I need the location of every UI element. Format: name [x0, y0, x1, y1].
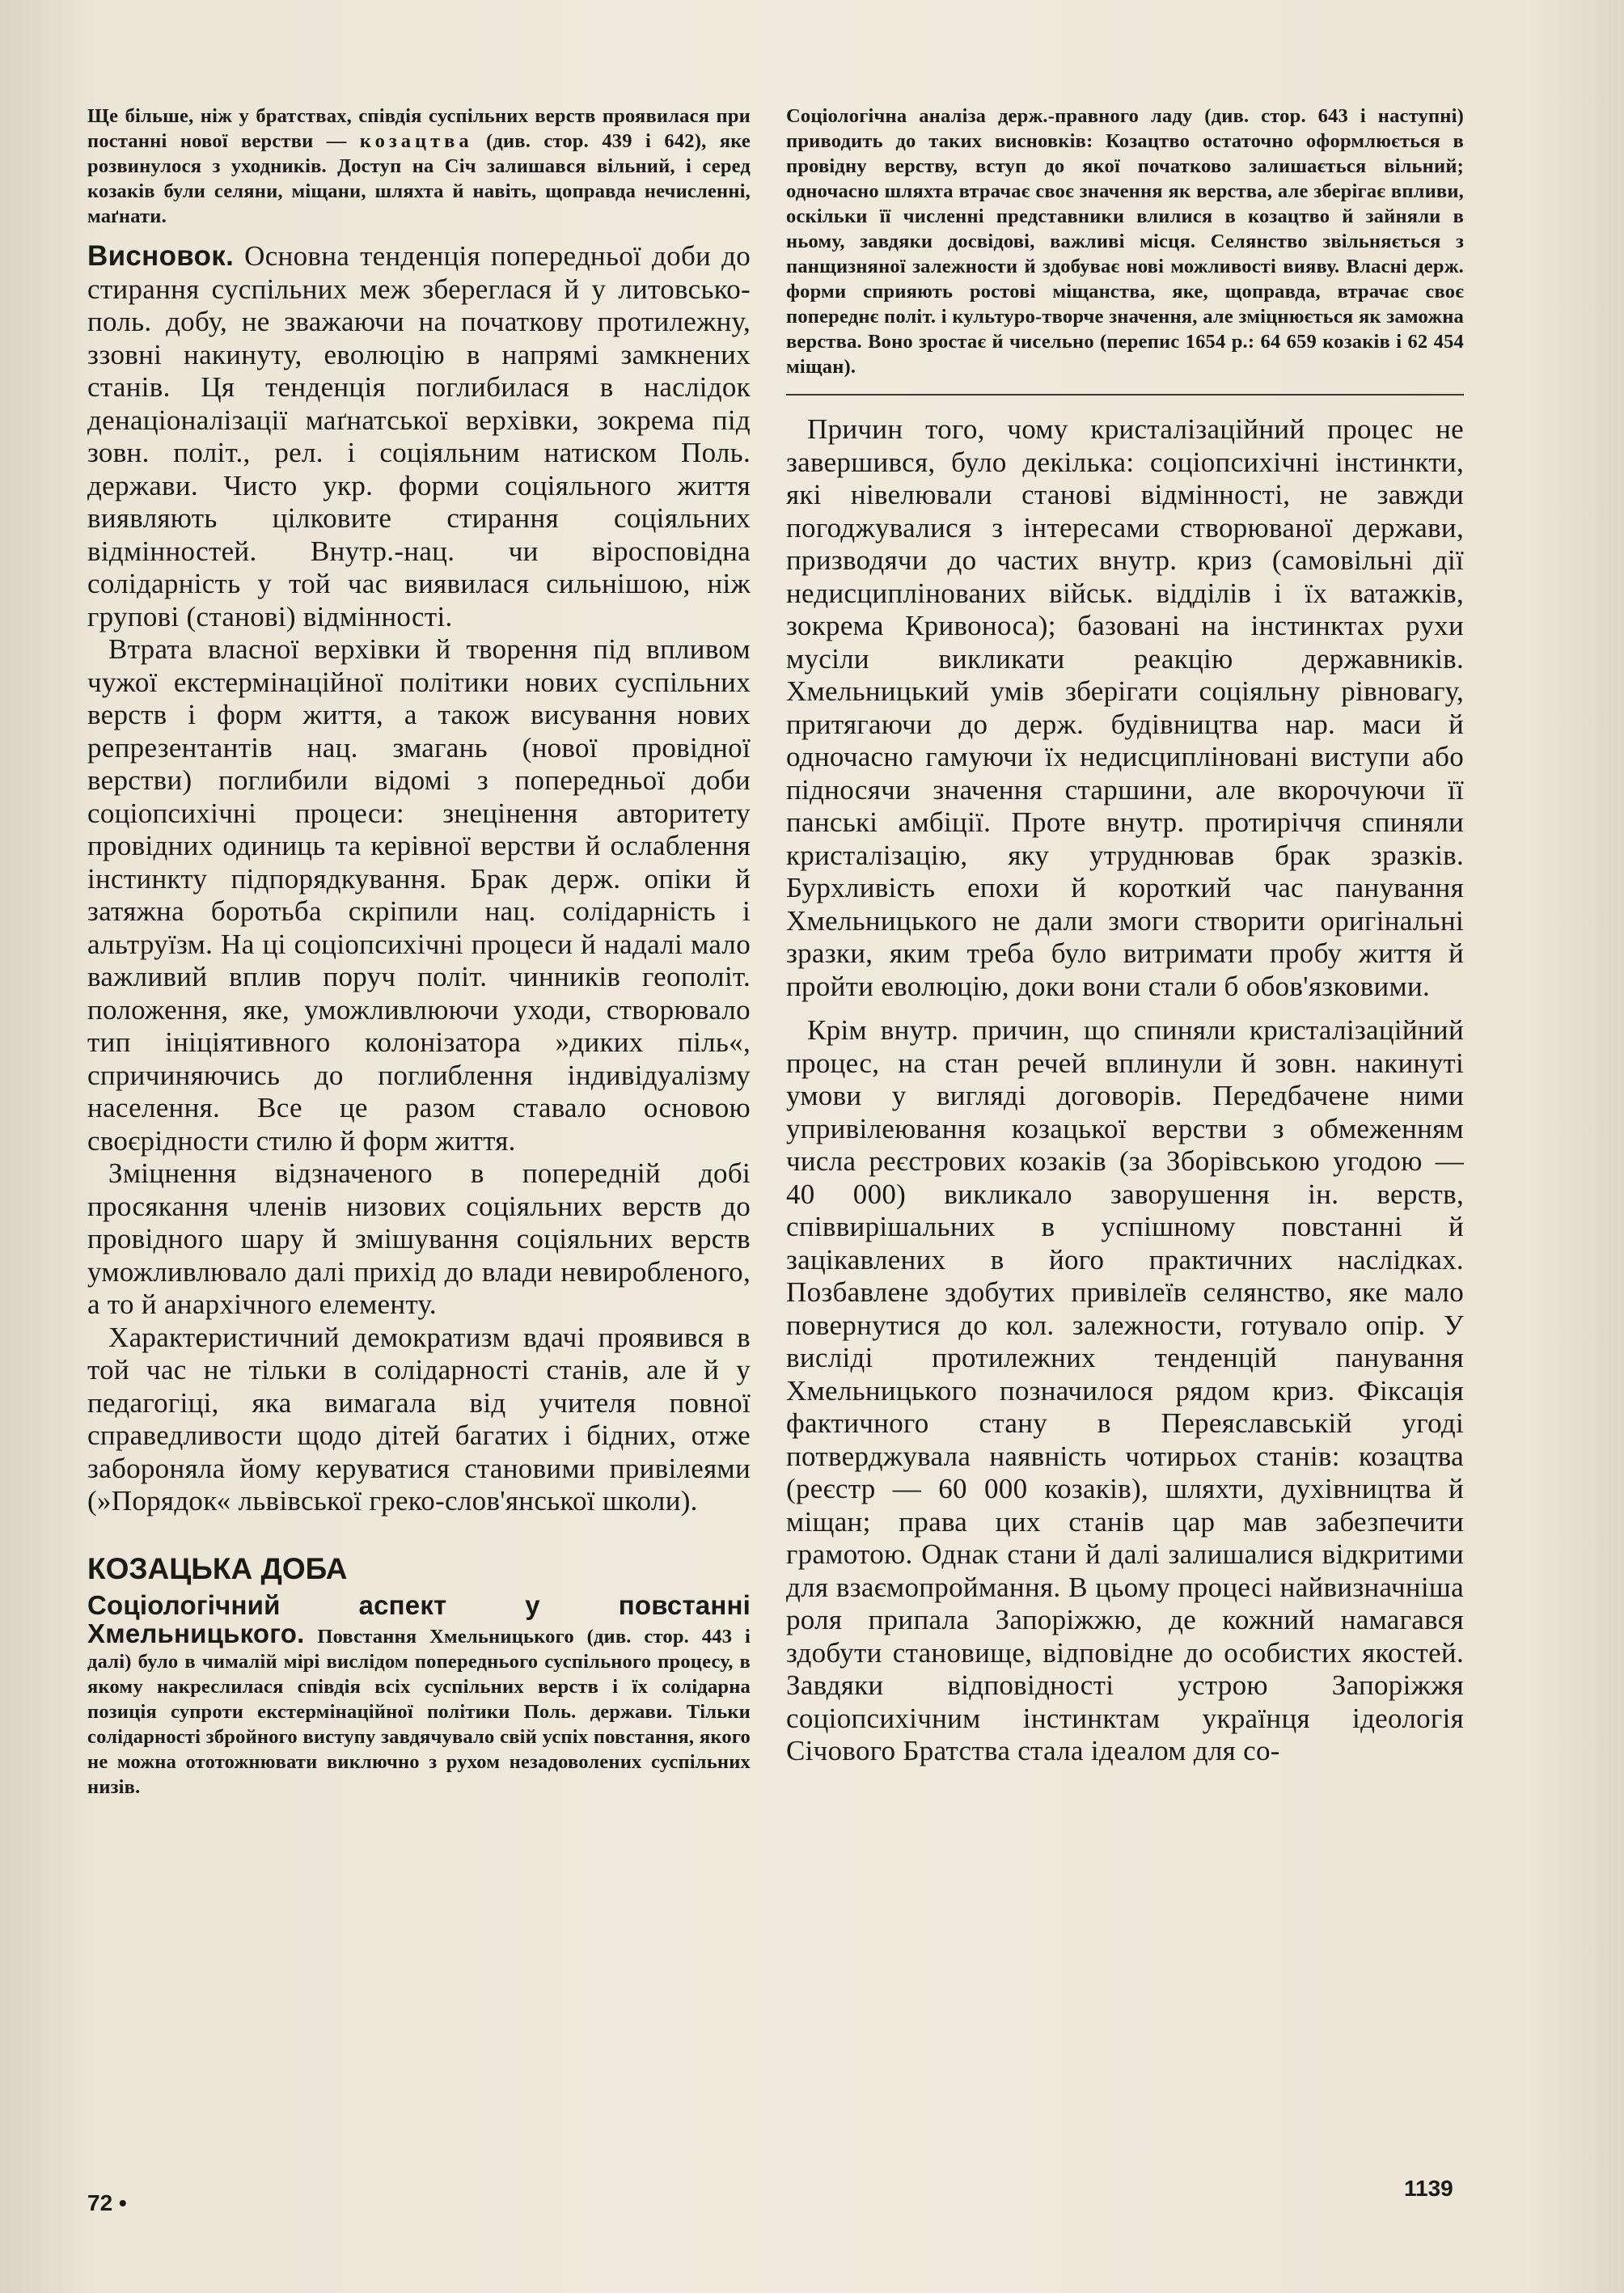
- right-column: [786, 104, 1464, 1768]
- divider-rule: [786, 394, 1464, 396]
- text-run: Основна тенденція попередньої доби до стирання суспільних меж збереглася й у литовсько-поль. добу, не зважаючи на початкову протилежну, ззовні накинуту, еволюцію в напрямі замкнених станів. Ця тенденція поглибилася в наслідок денаціоналізації маґнатської верхівки, зокрема під зовн. політ., рел. і соціяльним натиском Поль. держави. Чисто укр. форми соціяльного життя виявляють цілковите стирання соціяльних відмінностей. Внутр.-нац. чи віросповідна солідарність у той час виявилася сильнішою, ніж групові (станові) відмінності.: [87, 240, 751, 632]
- paragraph-loss-of-elite: Втрата власної верхівки й творення під впливом чужої екстермінаційної політики нових суспільних верств і форм життя, а також висування нових репрезентантів нац. змагань (нової провідної верстви) поглибили відомі з попередньої доби соціопсихічні процеси: знецінення авторитету провідних одиниць та керівної верстви й ослаблення інстинкту підпорядкування. Брак держ. опіки й затяжна боротьба скріпили нац. солідарність і альтруїзм. На ці соціопсихічні процеси й надалі мало важливий вплив поруч політ. чинників геополіт. положення, яке, уможливлюючи уходи, створювало тип ініціятивного колонізатора »диких піль«, спричиняючись до поглиблення індивідуалізму населення. Все це разом ставало основою своєрідности стилю й форм життя.: [87, 633, 751, 1157]
- text-run: Ще більше, ніж у братствах, співдія суспільних верств проявилася при постанні нової верстви —: [87, 105, 751, 152]
- paragraph-reasons: Причин того, чому кристалізаційний процес не завершився, було декілька: соціопсихічні інстинкти, які нівелювали станові відмінності, не завжди погоджувалися з інтересами створюваної держави, призводячи до частих внутр. криз (самовільні дії недисциплінованих військ. відділів і їх ватажків, зокрема Кривоноса); базовані на інстинктах рухи мусіли викликати реакцію державників. Хмельницький умів зберігати соціяльну рівновагу, притягаючи до держ. будівництва нар. маси й одночасно гамуючи їх недисципліновані виступи або підносячи значення старшини, але вкорочуючи її панські амбіції. Проте внутр. протиріччя спиняли кристалізацію, яку утруднював брак зразків. Бурхливість епохи й короткий час панування Хмельницького не дали змоги створити оригінальні зразки, яким треба було витримати пробу життя й пройти еволюцію, доки вони стали б обов'язковими.: [786, 413, 1464, 1002]
- paragraph-democratism: Характеристичний демократизм вдачі проявився в той час не тільки в солідарності станів, але й у педагогіці, яка вимагала від учителя повної справедливости щодо дітей багатих і бідних, отже забороняла йому керуватися становими привілеями (»Порядок« львівської греко-слов'янської школи).: [87, 1321, 751, 1517]
- subsection-heading: Соціологічний аспект у повстанні Хмельницького.: [87, 1589, 751, 1648]
- page-number-right: 1139: [1404, 2176, 1453, 2201]
- text-run: Повстання Хмельницького (див. стор. 443 і далі) було в чималій мірі вислідом попереднього суспільного процесу, в якому накреслилася співдія всіх суспільних верств і їх солідарна позиція супроти екстермінаційної політики Поль. держави. Тільки солідарності збройного виступу завдячувало свій успіх повстання, якого не можна ототожнювати виключно з рухом незадоволених суспільних низів.: [87, 1625, 751, 1798]
- paragraph-conclusion: [87, 240, 751, 633]
- section-heading: КОЗАЦЬКА ДОБА: [87, 1551, 348, 1585]
- paragraph-khmelnytsky-uprising: [87, 1589, 751, 1800]
- text-run: (див. стор. 439 і 642), яке розвинулося з уходників. Доступ на Січ залишався вільний, і серед козаків були селяни, міщани, шляхта й навіть, щоправда нечисленні, маґнати.: [87, 130, 751, 227]
- spaced-term: козацтва: [359, 130, 473, 152]
- paragraph-cossack-stratum: [87, 104, 751, 229]
- left-column: [87, 104, 751, 1800]
- paragraph-lead: Висновок.: [87, 240, 235, 272]
- paragraph-strengthening: Зміцнення відзначеного в попередній добі просякання членів низових соціяльних верств до провідного шару й змішування соціяльних верств уможливлювало далі прихід до влади невиробленого, а то й анархічного елементу.: [87, 1157, 751, 1320]
- paragraph-sociological-analysis: Соціологічна аналіза держ.-правного ладу (див. стор. 643 і наступні) приводить до таких висновків: Козацтво остаточно оформлюється в провідну верству, вступ до якої початково залишається вільний; одночасно шляхта втрачає своє значення як верства, але зберігає впливи, оскільки її численні представники влилися в козацтво й зайняли в ньому, завдяки досвідові, важливі місця. Селянство звільняється з панщизняної залежности й здобуває нові можливості вияву. Власні держ. форми сприяють ростові міщанства, яке, щоправда, втрачає своє попереднє політ. і культуро-творче значення, але зміцнюється як заможна верства. Воно зростає й чисельно (перепис 1654 р.: 64 659 козаків і 62 454 міщан).: [786, 105, 1464, 378]
- paragraph-external-conditions: Крім внутр. причин, що спиняли кристалізаційний процес, на стан речей вплинули й зовн. накинуті умови у вигляді договорів. Передбачене ними упривілеювання козацької верстви з обмеженням числа реєстрових козаків (за Зборівською угодою — 40 000) викликало заворушення ін. верств, співвирішальних в успішному повстанні й зацікавлених в його практичних наслідках. Позбавлене здобутих привілеїв селянство, яке мало повернутися до кол. залежности, готувало опір. У висліді протилежних тенденцій панування Хмельницького позначилося рядом криз. Фіксація фактичного стану в Переяславській угоді потверджувала наявність чотирьох станів: козацтва (реєстр — 60 000 козаків), шляхти, духівництва й міщан; права цих станів цар мав забезпечити грамотою. Однак стани й далі залишалися відкритими для взаємопроймання. В цьому процесі найвизначніша роля припала Запоріжжю, де кожний намагався здобути становище, відповідне до особистих якостей. Завдяки відповідності устрою Запоріжжя соціопсихічним інстинктам українця ідеологія Січового Братства стала ідеалом для со-: [786, 1014, 1464, 1766]
- page-number-left: 72 •: [87, 2190, 127, 2215]
